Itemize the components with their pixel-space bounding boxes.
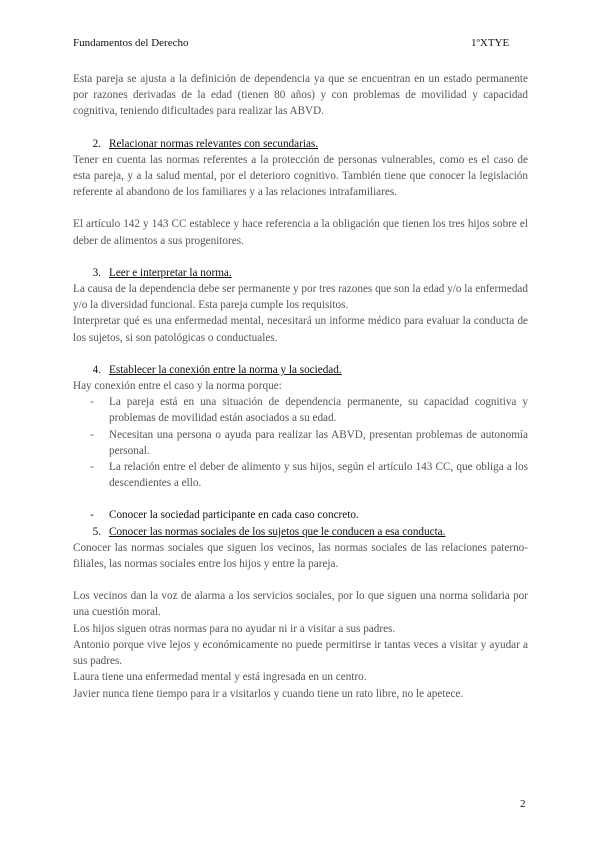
section-4-bullet-list xyxy=(73,394,528,491)
extra-bullet-list xyxy=(73,507,528,523)
header-group-code: 1ºXTYE xyxy=(471,37,510,49)
section-2-title: Relacionar normas relevantes con secundarias. xyxy=(109,137,319,150)
section-4-lead: Hay conexión entre el caso y la norma porque: xyxy=(73,380,282,393)
section-2-paragraph-1: Tener en cuenta las normas referentes a la protección de personas vulnerables, como es el caso de esta pareja, y a la salud mental, por el deterioro cognitivo. También tiene que conocer la legislación referente al abandono de los familiares y a las relaciones intrafamiliares. xyxy=(73,153,528,199)
section-5-paragraph-5: Laura tiene una enfermedad mental y está ingresada en un centro. xyxy=(73,671,367,684)
section-5-paragraph-2: Los vecinos dan la voz de alarma a los servicios sociales, por lo que siguen una norma solidaria por una cuestión moral. xyxy=(73,590,528,619)
list-item-text: Conocer la sociedad participante en cada caso concreto. xyxy=(109,509,359,522)
section-5-number: 5. xyxy=(92,525,101,538)
list-item-text: La relación entre el deber de alimento y sus hijos, según el artículo 143 CC, que obliga a los descendientes a ello. xyxy=(109,461,528,490)
dash-bullet-icon: - xyxy=(90,461,94,474)
section-5-paragraph-3: Los hijos siguen otras normas para no ayudar ni ir a visitar a sus padres. xyxy=(73,622,396,635)
dash-bullet-icon: - xyxy=(90,509,94,522)
page-number: 2 xyxy=(520,798,526,810)
section-2-number: 2. xyxy=(92,137,101,150)
section-4-title: Establecer la conexión entre la norma y la sociedad. xyxy=(109,363,342,376)
intro-paragraph: Esta pareja se ajusta a la definición de dependencia ya que se encuentran en un estado permanente por razones derivadas de la edad (tienen 80 años) y con problemas de movilidad y capacidad cognitiva, teniendo dificultades para realizar las ABVD. xyxy=(73,73,528,118)
section-2-paragraph-2: El artículo 142 y 143 CC establece y hace referencia a la obligación que tienen los tres hijos sobre el deber de alimentos a sus progenitores. xyxy=(73,218,528,247)
list-item xyxy=(73,507,528,523)
section-3-number: 3. xyxy=(92,266,101,279)
list-item xyxy=(73,459,528,491)
section-3-heading xyxy=(73,265,528,281)
dash-bullet-icon: - xyxy=(90,428,94,441)
section-5-paragraph-6: Javier nunca tiene tiempo para ir a visitarlos y cuando tiene un rato libre, no le apetece. xyxy=(73,687,464,700)
list-item-text: Necesitan una persona o ayuda para realizar las ABVD, presentan problemas de autonomía personal. xyxy=(109,428,528,457)
section-5-paragraph-1: Conocer las normas sociales que siguen los vecinos, las normas sociales de las relaciones paterno-filiales, las normas sociales entre los hijos y entre la pareja. xyxy=(73,541,528,571)
list-item xyxy=(73,394,528,426)
section-4-number: 4. xyxy=(92,363,101,376)
section-4-heading xyxy=(73,362,528,378)
section-5-title: Conocer las normas sociales de los sujetos que le conducen a esa conducta. xyxy=(109,525,446,538)
dash-bullet-icon: - xyxy=(90,396,94,409)
section-3-paragraph-1: La causa de la dependencia debe ser permanente y por tres razones que son la edad y/o la enfermedad y/o la diversidad funcional. Esta pareja cumple los requisitos. xyxy=(73,283,528,312)
section-5-paragraph-4: Antonio porque vive lejos y económicamente no puede permitirse ir tantas veces a visitar y ayudar a sus padres. xyxy=(73,638,528,668)
section-3-title: Leer e interpretar la norma. xyxy=(109,266,232,279)
list-item xyxy=(73,427,528,459)
page-content xyxy=(73,71,528,702)
list-item-text: La pareja está en una situación de dependencia permanente, su capacidad cognitiva y problemas de movilidad están asociados a su edad. xyxy=(109,396,528,425)
header-course-title: Fundamentos del Derecho xyxy=(73,37,189,49)
section-5-heading xyxy=(73,524,528,540)
section-3-paragraph-2: Interpretar qué es una enfermedad mental, necesitará un informe médico para evaluar la conducta de los sujetos, si son patológicas o conductuales. xyxy=(73,315,528,344)
section-2-heading xyxy=(73,136,528,152)
